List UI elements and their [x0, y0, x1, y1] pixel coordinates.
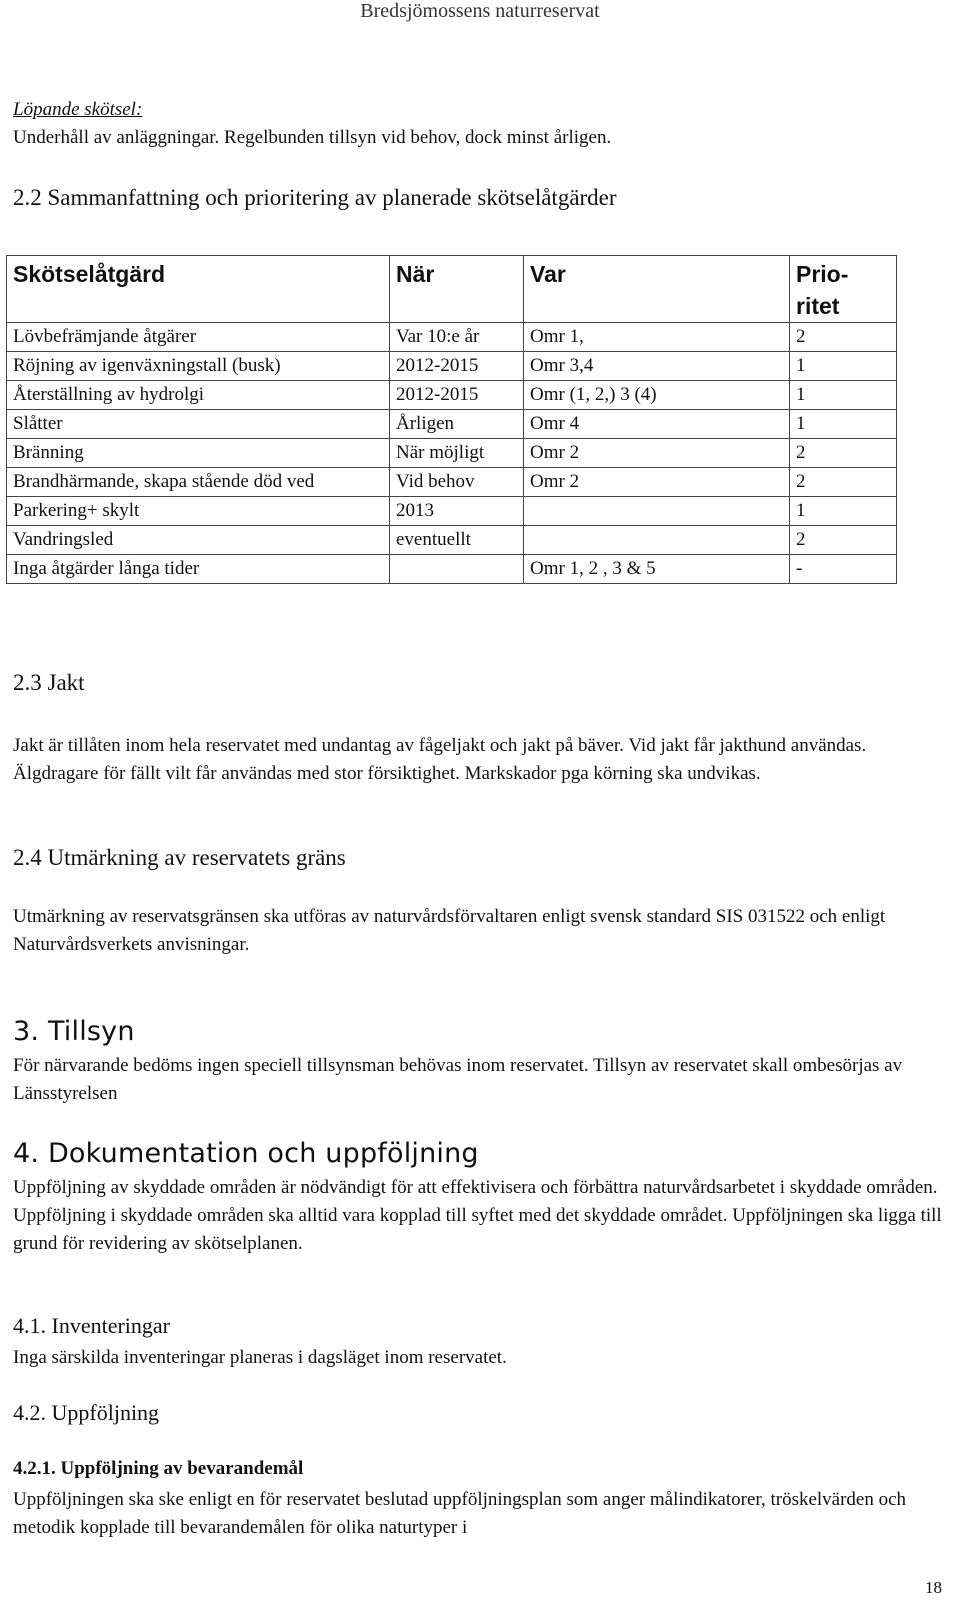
- table-cell: Vandringsled: [7, 526, 390, 555]
- table-row: [7, 352, 897, 381]
- table-cell: [524, 497, 790, 526]
- table-row: [7, 381, 897, 410]
- table-cell: Slåtter: [7, 410, 390, 439]
- table-cell: eventuellt: [390, 526, 524, 555]
- table-cell: 1: [790, 352, 897, 381]
- table-row: [7, 410, 897, 439]
- table-cell: 2: [790, 439, 897, 468]
- jakt-text: Jakt är tillåten inom hela reservatet med undantag av fågeljakt och jakt på bäver. Vid jakt får jakthund användas. Älgdragare för fällt vilt får användas med stor försiktighet. Markskador pga körning ska undvikas.: [13, 735, 867, 784]
- heading-4-1: 4.1. Inventeringar: [13, 1313, 170, 1338]
- table-row: [7, 468, 897, 497]
- heading-2-4: 2.4 Utmärkning av reservatets gräns: [13, 845, 346, 870]
- table-row: [7, 497, 897, 526]
- table-cell: [524, 526, 790, 555]
- table-cell: Inga åtgärder långa tider: [7, 555, 390, 584]
- table-header-row: [7, 256, 897, 323]
- table-cell: 2: [790, 468, 897, 497]
- lopande-heading: Löpande skötsel:: [13, 99, 143, 120]
- heading-4: 4. Dokumentation och uppföljning: [13, 1138, 479, 1169]
- bevarandemal-text: Uppföljningen ska ske enligt en för reservatet beslutad uppföljningsplan som anger målindikatorer, tröskelvärden och metodik kopplade till bevarandemålen för olika naturtyper i: [13, 1489, 907, 1538]
- table-cell: Parkering+ skylt: [7, 497, 390, 526]
- table-cell: 2013: [390, 497, 524, 526]
- table-cell: 1: [790, 497, 897, 526]
- table-cell: Vid behov: [390, 468, 524, 497]
- table-cell: Röjning av igenväxningstall (busk): [7, 352, 390, 381]
- heading-4-2: 4.2. Uppföljning: [13, 1400, 160, 1425]
- table-cell: Omr 2: [524, 468, 790, 497]
- header-prioritet: Prio-ritet: [790, 256, 897, 323]
- dokumentation-text: Uppföljning av skyddade områden är nödvändigt för att effektivisera och förbättra naturvårdsarbetet i skyddade områden. Uppföljning i skyddade områden ska alltid vara kopplad till syftet med det skyddade området. Uppföljningen ska ligga till grund för revidering av skötselplanen.: [13, 1177, 942, 1254]
- table-cell: Omr 3,4: [524, 352, 790, 381]
- table-cell: Omr (1, 2,) 3 (4): [524, 381, 790, 410]
- table-cell: Bränning: [7, 439, 390, 468]
- table-cell: Lövbefrämjande åtgärer: [7, 323, 390, 352]
- table-cell: Omr 4: [524, 410, 790, 439]
- header-nar: När: [390, 256, 524, 323]
- table-cell: Omr 1,: [524, 323, 790, 352]
- utmarkning-text: Utmärkning av reservatsgränsen ska utföras av naturvårdsförvaltaren enligt svensk standard SIS 031522 och enligt Naturvårdsverkets anvisningar.: [13, 906, 886, 955]
- table-body: [7, 323, 897, 584]
- table-cell: 2012-2015: [390, 352, 524, 381]
- table-cell: 2012-2015: [390, 381, 524, 410]
- heading-2-3: 2.3 Jakt: [13, 670, 85, 695]
- table-cell: 1: [790, 381, 897, 410]
- table-row: [7, 439, 897, 468]
- table-cell: Återställning av hydrolgi: [7, 381, 390, 410]
- table-cell: 2: [790, 323, 897, 352]
- table-cell: Omr 2: [524, 439, 790, 468]
- tillsyn-text: För närvarande bedöms ingen speciell tillsynsman behövas inom reservatet. Tillsyn av reservatet skall ombesörjas av Länsstyrelsen: [13, 1055, 903, 1104]
- heading-2-2: 2.2 Sammanfattning och prioritering av planerade skötselåtgärder: [13, 185, 617, 210]
- skotsel-table: [6, 255, 897, 584]
- inventeringar-text: Inga särskilda inventeringar planeras i dagsläget inom reservatet.: [13, 1347, 507, 1368]
- table-row: [7, 555, 897, 584]
- heading-4-2-1: 4.2.1. Uppföljning av bevarandemål: [13, 1458, 304, 1479]
- header-var: Var: [524, 256, 790, 323]
- table-row: [7, 323, 897, 352]
- table-cell: -: [790, 555, 897, 584]
- table-cell: [390, 555, 524, 584]
- table-row: [7, 526, 897, 555]
- table-cell: Var 10:e år: [390, 323, 524, 352]
- table-cell: 2: [790, 526, 897, 555]
- table-cell: När möjligt: [390, 439, 524, 468]
- running-head: Bredsjömossens naturreservat: [360, 0, 600, 22]
- lopande-text: Underhåll av anläggningar. Regelbunden tillsyn vid behov, dock minst årligen.: [13, 127, 612, 148]
- lopande-skotsel-block: [13, 96, 943, 152]
- table-cell: 1: [790, 410, 897, 439]
- table-cell: Årligen: [390, 410, 524, 439]
- page-number: 18: [925, 1578, 942, 1597]
- table-cell: Brandhärmande, skapa stående död ved: [7, 468, 390, 497]
- heading-3: 3. Tillsyn: [13, 1016, 135, 1047]
- table-cell: Omr 1, 2 , 3 & 5: [524, 555, 790, 584]
- header-skotselatgard: Skötselåtgärd: [7, 256, 390, 323]
